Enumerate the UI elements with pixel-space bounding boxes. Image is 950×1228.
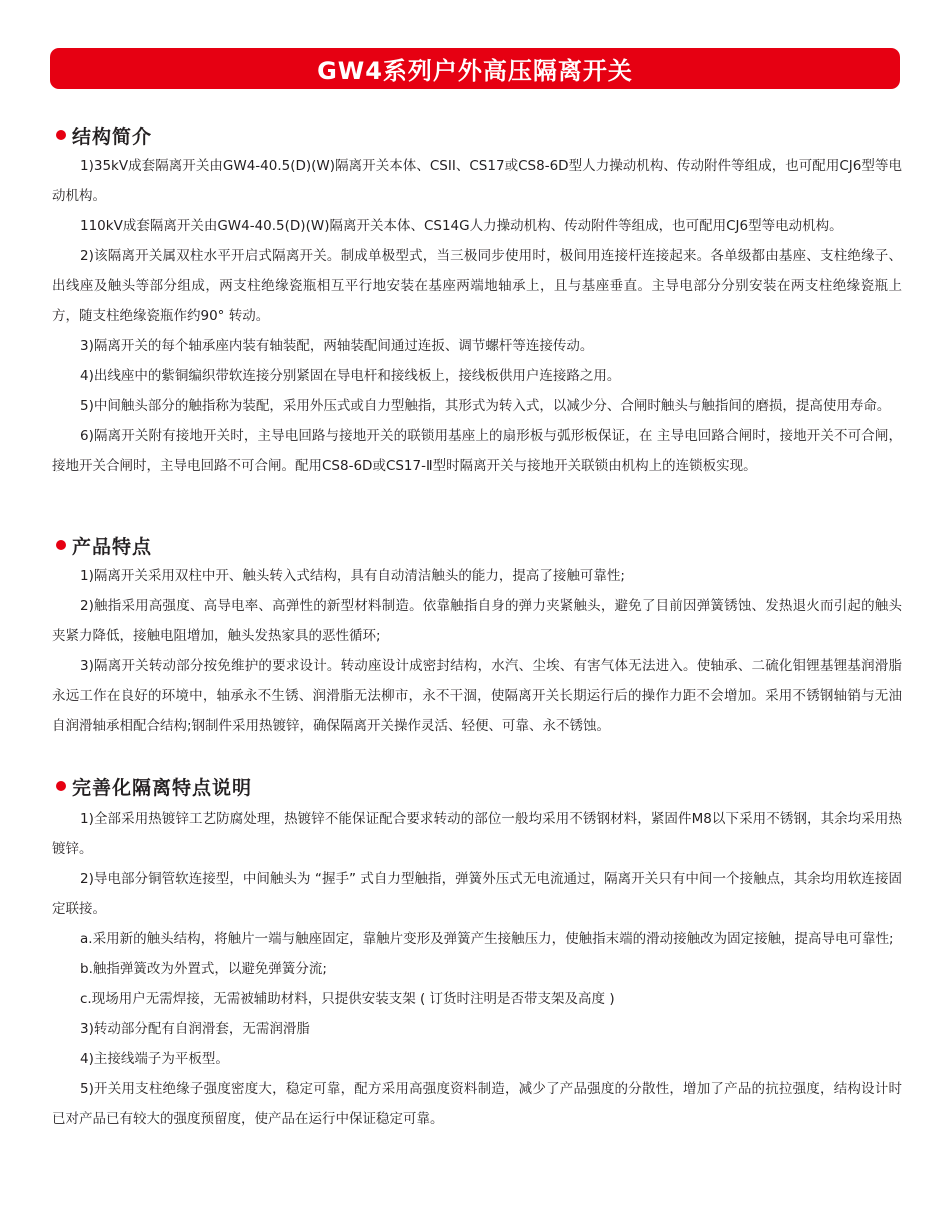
section-improved-isolation-notes bbox=[52, 771, 902, 1134]
paragraph: 5)中间触头部分的触指称为装配，采用外压式或自力型触指，其形式为转入式，以减少分、合闸时触头与触指间的磨损，提高使用寿命。 bbox=[80, 398, 891, 414]
paragraph: 1)35kV成套隔离开关由GW4-40.5(D)(W)隔离开关本体、CSII、CS17或CS8-6D型人力操动机构、传动附件等组成，也可配用CJ6型等电动机构。 bbox=[52, 158, 902, 204]
section-heading-text: 结构简介 bbox=[72, 125, 153, 148]
paragraph: c.现场用户无需焊接，无需被辅助材料，只提供安装支架 ( 订货时注明是否带支架及高度 ) bbox=[80, 991, 615, 1007]
paragraph: 6)隔离开关附有接地开关时，主导电回路与接地开关的联锁用基座上的扇形板与弧形板保证，在 主导电回路合闸时，接地开关不可合闸，接地开关合闸时，主导电回路不可合闸。配用CS8-6D或CS17-Ⅱ型时隔离开关与接地开关联锁由机构上的连锁板实现。 bbox=[52, 428, 902, 474]
paragraph: 4)出线座中的紫铜编织带软连接分别紧固在导电杆和接线板上，接线板供用户连接路之用。 bbox=[80, 368, 621, 384]
page-title: GW4系列户外高压隔离开关 bbox=[317, 57, 633, 85]
section-heading bbox=[56, 120, 902, 150]
paragraph: a.采用新的触头结构，将触片一端与触座固定，靠触片变形及弹簧产生接触压力，使触指末端的滑动接触改为固定接触，提高导电可靠性; bbox=[80, 931, 894, 947]
section-heading-text: 完善化隔离特点说明 bbox=[72, 776, 253, 799]
title-banner bbox=[50, 48, 900, 89]
paragraph: 1)全部采用热镀锌工艺防腐处理，热镀锌不能保证配合要求转动的部位一般均采用不锈钢材料，紧固件M8以下采用不锈钢，其余均采用热镀锌。 bbox=[52, 811, 902, 857]
section-product-features bbox=[52, 530, 902, 741]
section-heading bbox=[56, 771, 902, 801]
bullet-dot-icon bbox=[56, 540, 66, 550]
bullet-dot-icon bbox=[56, 781, 66, 791]
paragraph: 4)主接线端子为平板型。 bbox=[80, 1051, 229, 1067]
paragraph: 2)该隔离开关属双柱水平开启式隔离开关。制成单极型式，当三极同步使用时，极间用连接杆连接起来。各单级都由基座、支柱绝缘子、出线座及触头等部分组成，两支柱绝缘瓷瓶相互平行地安装在基座两端地轴承上，且与基座垂直。主导电部分分别安装在两支柱绝缘瓷瓶上方，随支柱绝缘瓷瓶作约90° 转动。 bbox=[52, 248, 902, 324]
paragraph: b.触指弹簧改为外置式，以避免弹簧分流; bbox=[80, 961, 327, 977]
paragraph: 3)隔离开关的每个轴承座内装有轴装配，两轴装配间通过连扳、调节螺杆等连接传动。 bbox=[80, 338, 594, 354]
paragraph: 1)隔离开关采用双柱中开、触头转入式结构，具有自动清洁触头的能力，提高了接触可靠性; bbox=[80, 568, 625, 584]
paragraph: 3)转动部分配有自润滑套，无需润滑脂 bbox=[80, 1021, 310, 1037]
bullet-dot-icon bbox=[56, 130, 66, 140]
paragraph: 110kV成套隔离开关由GW4-40.5(D)(W)隔离开关本体、CS14G人力操动机构、传动附件等组成，也可配用CJ6型等电动机构。 bbox=[80, 218, 843, 234]
paragraph: 2)触指采用高强度、高导电率、高弹性的新型材料制造。依靠触指自身的弹力夹紧触头，避免了目前因弹簧锈蚀、发热退火而引起的触头夹紧力降低，接触电阻增加，触头发热家具的恶性循环; bbox=[52, 598, 902, 644]
section-heading bbox=[56, 530, 902, 560]
paragraph: 5)开关用支柱绝缘子强度密度大，稳定可靠，配方采用高强度资料制造，减少了产品强度的分散性，增加了产品的抗拉强度，结构设计时已对产品已有较大的强度预留度，使产品在运行中保证稳定可靠。 bbox=[52, 1081, 902, 1127]
section-heading-text: 产品特点 bbox=[72, 535, 153, 558]
section-structure-intro bbox=[52, 120, 902, 481]
paragraph: 3)隔离开关转动部分按免维护的要求设计。转动座设计成密封结构，水汽、尘埃、有害气体无法进入。使轴承、二硫化钼锂基锂基润滑脂永远工作在良好的环境中，轴承永不生锈、润滑脂无法柳市，永不干涸，使隔离开关长期运行后的操作力距不会增加。采用不锈钢轴销与无油自润滑轴承相配合结构;钢制件采用热镀锌，确保隔离开关操作灵活、轻便、可靠、永不锈蚀。 bbox=[52, 658, 902, 734]
paragraph: 2)导电部分铜管软连接型，中间触头为 “握手” 式自力型触指，弹簧外压式无电流通过，隔离开关只有中间一个接触点，其余均用软连接固定联接。 bbox=[52, 871, 902, 917]
